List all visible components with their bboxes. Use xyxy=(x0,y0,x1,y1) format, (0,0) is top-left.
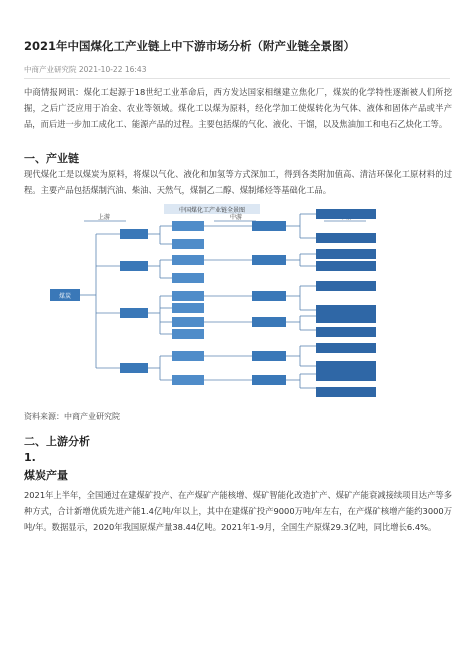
application-node xyxy=(316,249,376,259)
intro-paragraph: 中商情报网讯：煤化工起源于18世纪工业革命后，西方发达国家相继建立焦化厂，煤炭的化学特性逐渐被人们所挖掘，之后广泛应用于冶金、农业等领域。煤化工以煤为原料，经化学加工使煤转化为气体、液体和固体产品或半产品，而后进一步加工成化工、能源产品的过程。主要包括煤的气化、液化、干馏，以及焦油加工和电石乙炔化工等。 xyxy=(24,87,452,129)
second-level-process-nodes xyxy=(172,221,204,385)
stage-label-midstream: 中游 xyxy=(230,214,243,221)
coal-output-paragraph: 2021年上半年，全国通过在建煤矿投产、在产煤矿产能核增、煤矿智能化改造扩产、煤矿产能衰减接续项目达产等多种方式，合计新增优质先进产能1.4亿吨/年以上，其中在建煤矿投产9000万吨/年左右，在产煤矿核增产能约3000万吨/年。数据显示，2020年我国原煤产量38.44亿吨。2021年1-9月，全国生产原煤29.3亿吨，同比增长6.4%。 xyxy=(24,490,452,532)
process-node xyxy=(172,375,204,385)
product-node xyxy=(252,291,286,301)
subsection-title-coal-output: 煤炭产量 xyxy=(24,469,68,482)
application-node xyxy=(316,233,376,243)
application-node xyxy=(316,387,376,397)
process-node xyxy=(172,221,204,231)
process-node xyxy=(172,329,204,339)
figure-source-caption: 资料来源：中商产业研究院 xyxy=(24,412,120,421)
product-node xyxy=(252,351,286,361)
industry-chain-diagram xyxy=(24,198,430,404)
root-node-label: 煤炭 xyxy=(58,293,72,300)
product-node xyxy=(252,255,286,265)
section-heading-upstream: 二、上游分析 xyxy=(24,435,90,448)
product-node xyxy=(252,221,286,231)
process-node xyxy=(172,273,204,283)
title-divider xyxy=(24,78,450,79)
product-node xyxy=(252,375,286,385)
article-meta: 中商产业研究院 2021-10-22 16:43 xyxy=(24,65,147,74)
process-node xyxy=(172,317,204,327)
process-node xyxy=(120,363,148,373)
section-heading-industry-chain: 一、产业链 xyxy=(24,152,79,165)
diagram-title: 中国煤化工产业链全景图 xyxy=(178,207,246,214)
application-node xyxy=(316,361,376,371)
application-node xyxy=(316,209,376,219)
application-node xyxy=(316,371,376,381)
process-node xyxy=(120,229,148,239)
process-node xyxy=(172,239,204,249)
subsection-number: 1. xyxy=(24,451,36,464)
article-title: 2021年中国煤化工产业链上中下游市场分析（附产业链全景图） xyxy=(24,39,356,53)
process-node xyxy=(172,255,204,265)
process-node xyxy=(172,303,204,313)
application-node xyxy=(316,327,376,337)
application-node xyxy=(316,281,376,291)
industry-chain-diagram-svg xyxy=(24,198,430,404)
process-node xyxy=(172,351,204,361)
process-node xyxy=(172,291,204,301)
stage-label-upstream: 上游 xyxy=(98,214,111,221)
process-node xyxy=(120,261,148,271)
application-node xyxy=(316,261,376,271)
industry-chain-paragraph: 现代煤化工是以煤炭为原料，将煤以气化、液化和加氢等方式深加工，得到各类附加值高、清洁环保化工原材料的过程。主要产品包括煤制汽油、柴油、天然气，煤制乙二醇、煤制烯烃等基础化工品。 xyxy=(24,169,452,195)
application-node xyxy=(316,313,376,323)
process-node xyxy=(120,308,148,318)
application-node xyxy=(316,343,376,353)
product-node xyxy=(252,317,286,327)
